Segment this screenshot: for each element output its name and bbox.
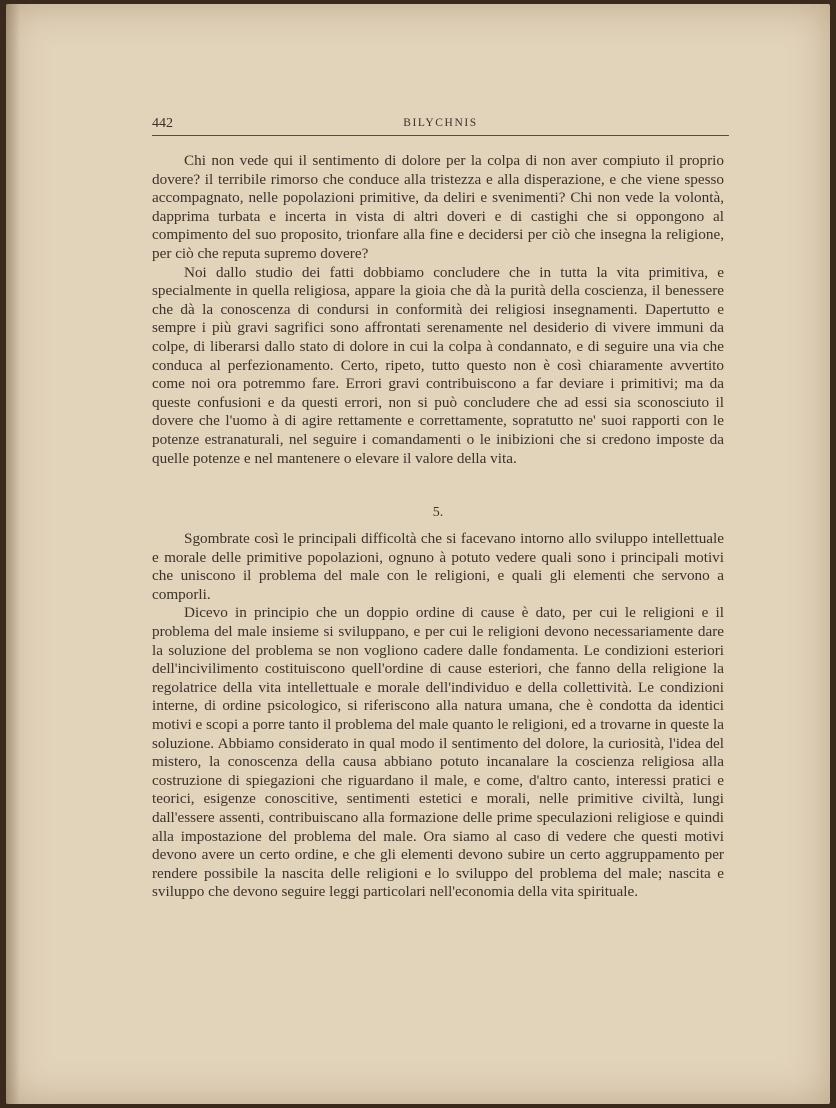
text-block-before-section <box>152 152 724 468</box>
page-number: 442 <box>152 116 173 131</box>
section-number: 5. <box>432 505 444 520</box>
paragraph: Chi non vede qui il sentimento di dolore per la colpa di non aver compiuto il proprio dovere? il terribile rimorso che conduce alla tristezza e alla disperazione, e che viene spesso accompagnato, nelle popolazioni primitive, da deliri e svenimenti? Chi non vede la volontà, dapprima turbata e incerta in vista di altri doveri e di castighi che si oppongono al compimento del suo proposito, trionfare alla fine e decidersi per ciò che insegna la religione, per ciò che reputa supremo dovere? <box>152 152 724 262</box>
paragraph: Sgombrate così le principali difficoltà che si facevano intorno allo sviluppo intellettuale e morale delle primitive popolazioni, ognuno à potuto vedere quali sono i principali motivi che uniscono il problema del male con le religioni, e quali gli elementi che servono a comporli. <box>152 530 724 603</box>
header-rule <box>152 135 729 136</box>
running-title: BILYCHNIS <box>403 117 478 129</box>
page-header <box>152 116 729 138</box>
paragraph: Dicevo in principio che un doppio ordine di cause è dato, per cui le religioni e il problema del male insieme si sviluppano, e per cui le religioni devono necessariamente dare la soluzione del problema se non vogliono cadere dalle fondamenta. Le condizioni esteriori dell'incivilimento costituiscono quell'ordine di cause esteriori, che fanno della religione la regolatrice della vita intellettuale e morale dell'individuo e della collettività. Le condizioni interne, di ordine psicologico, si riferiscono alla natura umana, che è condotta da identici motivi e scopi a porre tanto il problema del male quanto le religioni, ed a trovarne in queste la soluzione. Abbiamo considerato in qual modo il sentimento del dolore, la curiosità, l'idea del mistero, la conoscenza della causa abbiano potuto incanalare la coscienza religiosa alla costruzione di spiegazioni che riguardano il male, e come, d'altro canto, interessi pratici e teorici, esigenze conoscitive, sentimenti estetici e morali, nelle primitive civiltà, lungi dall'essere assenti, contribuiscano alla formazione delle prime speculazioni religiose e quindi alla impostazione del problema del male. Ora siamo al caso di vedere che questi motivi devono avere un certo ordine, e che gli elementi devono subire un certo aggruppamento per rendere possibile la nascita delle religioni e lo sviluppo del problema del male; nascita e sviluppo che devono seguire leggi particolari nell'economia della vita spirituale. <box>152 604 724 901</box>
text-block-after-section <box>152 530 724 902</box>
paragraph: Noi dallo studio dei fatti dobbiamo concludere che in tutta la vita primitiva, e specialmente in quella religiosa, appare la gioia che dà la purità della coscienza, il benessere che dà la conoscenza di condursi in conformità dei religiosi insegnamenti. Dapertutto e sempre i più gravi sagrifici sono affrontati serenamente nel desiderio di vivere immuni da colpe, di liberarsi dallo stato di dolore in cui la colpa à condannato, e di seguire una via che conduca al perfezionamento. Certo, ripeto, tutto questo non è così chiaramente avvertito come noi ora potremmo fare. Errori gravi contribuiscono a far deviare i primitivi; ma da queste confusioni e da questi errori, non si può concludere che ad essi sia sconosciuto il dovere che l'uomo à di agire rettamente e correttamente, sopratutto ne' suoi rapporti con le potenze estranaturali, nel seguire i comandamenti o le inibizioni che si credono imposte da quelle potenze e nel mantenere o elevare il valore della vita. <box>152 263 724 467</box>
